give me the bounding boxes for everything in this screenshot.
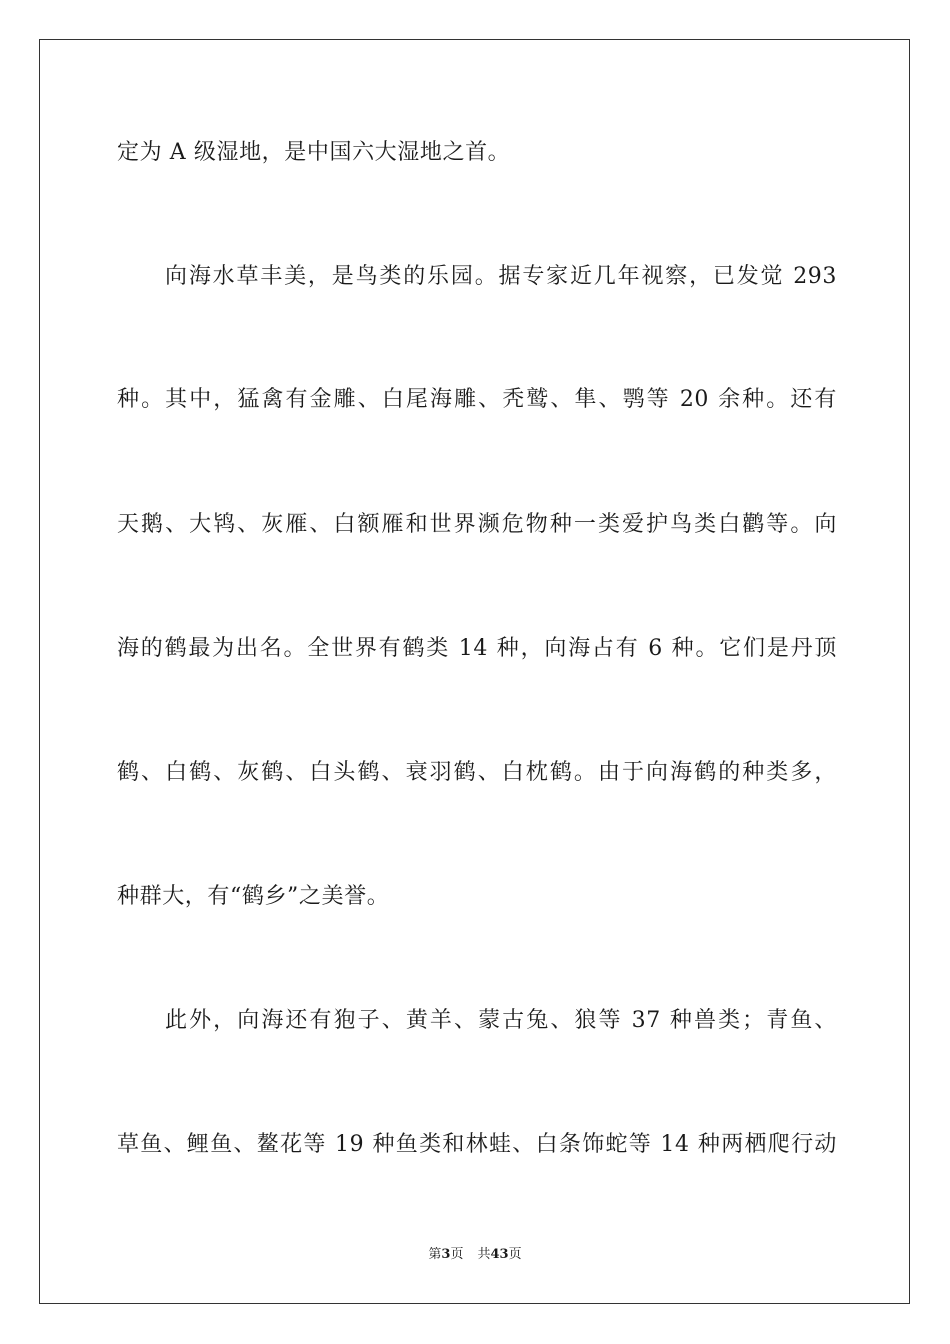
page-border — [39, 39, 910, 1304]
text-line-7: 种群大，有“鹤乡”之美誉。 — [117, 884, 390, 909]
text-line-5: 海的鹤最为出名。全世界有鹤类 14 种，向海占有 6 种。它们是丹顶 — [117, 636, 837, 661]
page-footer — [0, 1246, 950, 1264]
footer-total-prefix: 共 — [477, 1247, 491, 1262]
footer-page-prefix: 第 — [428, 1247, 442, 1262]
text-line-3: 种。其中，猛禽有金雕、白尾海雕、秃鹫、隼、鹗等 20 余种。还有 — [117, 387, 837, 412]
text-line-1: 定为 A 级湿地，是中国六大湿地之首。 — [117, 140, 511, 165]
text-line-9: 草鱼、鲤鱼、鳌花等 19 种鱼类和林蛙、白条饰蛇等 14 种两栖爬行动 — [117, 1132, 837, 1157]
text-line-4: 天鹅、大鸨、灰雁、白额雁和世界濒危物种一类爱护鸟类白鹳等。向 — [117, 512, 837, 537]
footer-page-suffix: 页 — [450, 1247, 464, 1262]
text-line-2: 向海水草丰美，是鸟类的乐园。据专家近几年视察，已发觉 293 — [165, 264, 837, 289]
text-line-8: 此外，向海还有狍子、黄羊、蒙古兔、狼等 37 种兽类；青鱼、 — [165, 1008, 837, 1033]
footer-page-number: 3 — [441, 1247, 451, 1262]
footer-total-pages: 43 — [490, 1247, 509, 1262]
text-line-6: 鹤、白鹤、灰鹤、白头鹤、衰羽鹤、白枕鹤。由于向海鹤的种类多， — [117, 760, 837, 785]
footer-total-suffix: 页 — [508, 1247, 522, 1262]
